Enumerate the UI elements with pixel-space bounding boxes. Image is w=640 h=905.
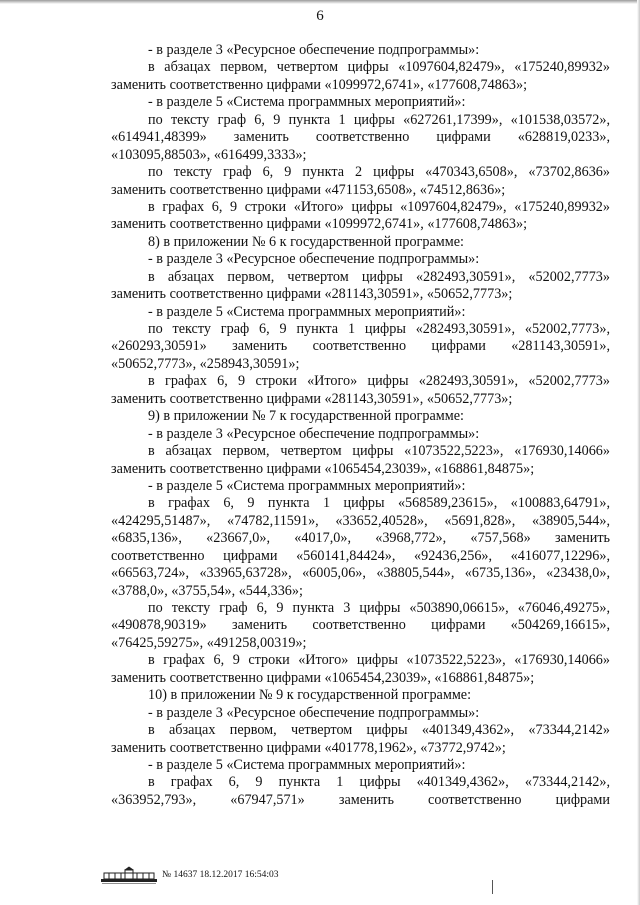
text-line: в абзацах первом, четвертом цифры «1097604,82479», «175240,89932» (148, 59, 610, 76)
text-line: - в разделе 3 «Ресурсное обеспечение подпрограммы»: (148, 42, 480, 58)
text-line: - в разделе 3 «Ресурсное обеспечение подпрограммы»: (148, 251, 480, 268)
text-line: заменить соответственно цифрами «471153,6508», «74512,8636»; (111, 181, 506, 198)
text-line: «363952,793», «67947,571» заменить соответственно цифрами (111, 791, 610, 808)
text-line: - в разделе 5 «Система программных мероприятий»: (148, 303, 466, 320)
text-line: по тексту граф 6, 9 пункта 3 цифры «503890,06615», «76046,49275», (148, 600, 610, 616)
text-line: заменить соответственно цифрами «281143,30591», «50652,7773»; (111, 286, 513, 303)
text-line: «76425,59275», «491258,00319»; (111, 634, 307, 651)
text-line: - в разделе 5 «Система программных мероприятий»: (148, 756, 466, 773)
text-line: в графах 6, 9 строки «Итого» цифры «282493,30591», «52002,7773» (148, 373, 610, 390)
text-line: заменить соответственно цифрами «401778,1962», «73772,9742»; (111, 739, 506, 756)
text-line: в графах 6, 9 пункта 1 цифры «568589,23615», «100883,64791», (148, 495, 610, 512)
text-line: 8) в приложении № 6 к государственной программе: (148, 233, 464, 250)
text-line: «614941,48399» заменить соответственно цифрами «628819,0233», (111, 129, 610, 146)
text-line: по тексту граф 6, 9 пункта 2 цифры «470343,6508», «73702,8636» (148, 164, 610, 181)
text-line: заменить соответственно цифрами «1065454,23039», «168861,84875»; (111, 669, 535, 686)
scan-edge-top (0, 0, 640, 4)
text-line: «3788,0», «3755,54», «544,336»; (111, 582, 303, 599)
text-line: в абзацах первом, четвертом цифры «282493,30591», «52002,7773» (148, 268, 610, 285)
page-number: 6 (316, 8, 324, 24)
text-line: заменить соответственно цифрами «1065454,23039», «168861,84875»; (111, 460, 535, 477)
text-line: - в разделе 5 «Система программных мероприятий»: (148, 477, 466, 494)
margin-mark (492, 880, 493, 894)
text-line: - в разделе 5 «Система программных мероприятий»: (148, 94, 466, 111)
text-line: «103095,88503», «616499,3333»; (111, 146, 307, 163)
text-line: «490878,90319» заменить соответственно цифрами «504269,16615», (111, 617, 610, 634)
text-line: «260293,30591» заменить соответственно цифрами «281143,30591», (111, 338, 610, 355)
text-line: заменить соответственно цифрами «1099972,6741», «177608,74863»; (111, 76, 528, 93)
document-body (111, 42, 610, 809)
text-line: соответственно цифрами «560141,84424», «92436,256», «416077,12296», (111, 547, 610, 564)
text-line: 9) в приложении № 7 к государственной программе: (148, 408, 464, 425)
building-logo-icon (100, 866, 158, 884)
text-line: в абзацах первом, четвертом цифры «401349,4362», «73344,2142» (148, 722, 610, 739)
text-line: в графах 6, 9 строки «Итого» цифры «1073522,5223», «176930,14066» (148, 652, 610, 669)
text-line: «50652,7773», «258943,30591»; (111, 355, 300, 372)
text-line: заменить соответственно цифрами «1099972,6741», «177608,74863»; (111, 216, 528, 233)
text-line: «6835,136», «23667,0», «4017,0», «3968,772», «757,568» заменить (111, 530, 610, 547)
text-line: в графах 6, 9 строки «Итого» цифры «1097604,82479», «175240,89932» (148, 198, 610, 215)
footer (100, 866, 520, 886)
text-line: «424295,51487», «74782,11591», «33652,40528», «5691,828», «38905,544», (111, 512, 610, 529)
text-line: «66563,724», «33965,63728», «6005,06», «38805,544», «6735,136», «23438,0», (111, 565, 610, 582)
text-line: 10) в приложении № 9 к государственной программе: (148, 687, 472, 704)
text-line: заменить соответственно цифрами «281143,30591», «50652,7773»; (111, 390, 513, 407)
text-line: по тексту граф 6, 9 пункта 1 цифры «282493,30591», «52002,7773», (148, 321, 610, 337)
text-line: - в разделе 3 «Ресурсное обеспечение подпрограммы»: (148, 704, 480, 721)
text-line: - в разделе 3 «Ресурсное обеспечение подпрограммы»: (148, 425, 480, 442)
text-line: в графах 6, 9 пункта 1 цифры «401349,4362», «73344,2142», (148, 774, 610, 791)
text-line: в абзацах первом, четвертом цифры «1073522,5223», «176930,14066» (148, 443, 610, 460)
text-line: по тексту граф 6, 9 пункта 1 цифры «627261,17399», «101538,03572», (148, 111, 610, 128)
registration-stamp: № 14637 18.12.2017 16:54:03 (162, 870, 279, 880)
